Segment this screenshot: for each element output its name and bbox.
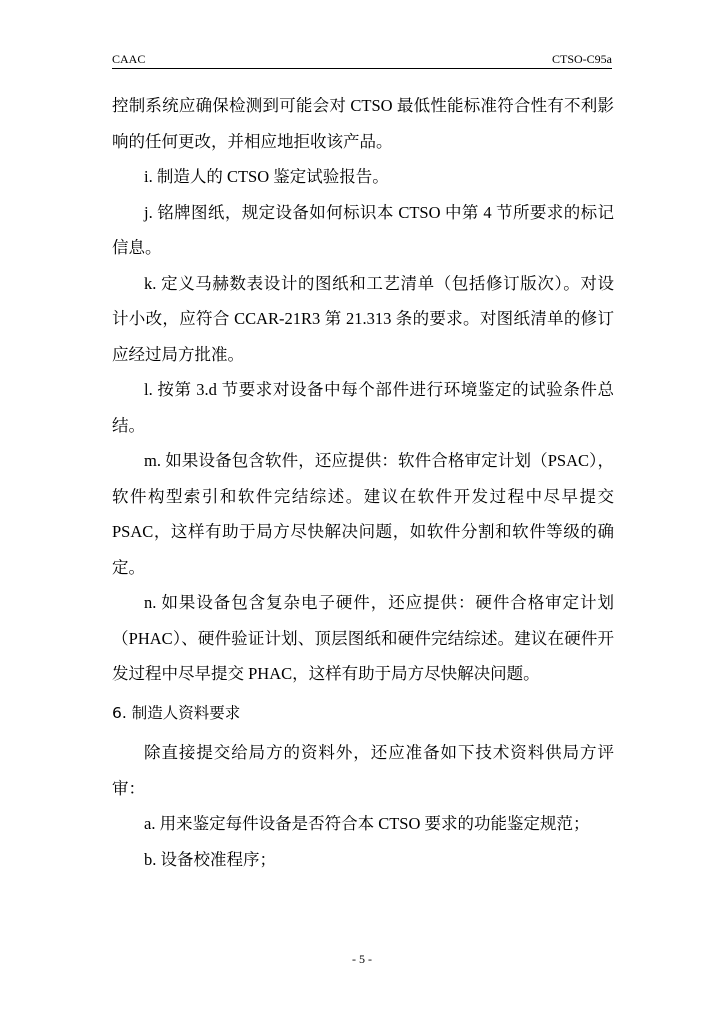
list-item-n: n. 如果设备包含复杂电子硬件，还应提供：硬件合格审定计划（PHAC）、硬件验证计划、顶层图纸和硬件完结综述。建议在硬件开发过程中尽早提交 PHAC，这样有助于局方尽快解决问题。: [112, 593, 614, 683]
header-left-text: CAAC: [112, 52, 146, 66]
section-heading: 6. 制造人资料要求: [112, 703, 241, 722]
page-number: - 5 -: [352, 952, 372, 966]
document-body: [112, 88, 614, 877]
section-intro: 除直接提交给局方的资料外，还应准备如下技术资料供局方评审：: [112, 743, 614, 798]
list-item-j: j. 铭牌图纸，规定设备如何标识本 CTSO 中第 4 节所要求的标记信息。: [112, 202, 614, 257]
list-item-b: b. 设备校准程序；: [144, 849, 276, 869]
list-item-i: i. 制造人的 CTSO 鉴定试验报告。: [144, 167, 389, 186]
list-item-l: l. 按第 3.d 节要求对设备中每个部件进行环境鉴定的试验条件总结。: [112, 380, 614, 435]
paragraph-continuation: 控制系统应确保检测到可能会对 CTSO 最低性能标准符合性有不利影响的任何更改，并相应地拒收该产品。: [112, 96, 614, 151]
list-item-m: m. 如果设备包含软件，还应提供：软件合格审定计划（PSAC），软件构型索引和软件完结综述。建议在软件开发过程中尽早提交 PSAC，这样有助于局方尽快解决问题，如软件分割和软件等级的确定。: [112, 451, 614, 577]
list-item-k: k. 定义马赫数表设计的图纸和工艺清单（包括修订版次）。对设计小改，应符合 CCAR-21R3 第 21.313 条的要求。对图纸清单的修订应经过局方批准。: [112, 273, 614, 364]
page-header: [112, 50, 612, 69]
header-right-text: CTSO-C95a: [552, 52, 612, 66]
list-item-a: a. 用来鉴定每件设备是否符合本 CTSO 要求的功能鉴定规范；: [144, 814, 590, 833]
